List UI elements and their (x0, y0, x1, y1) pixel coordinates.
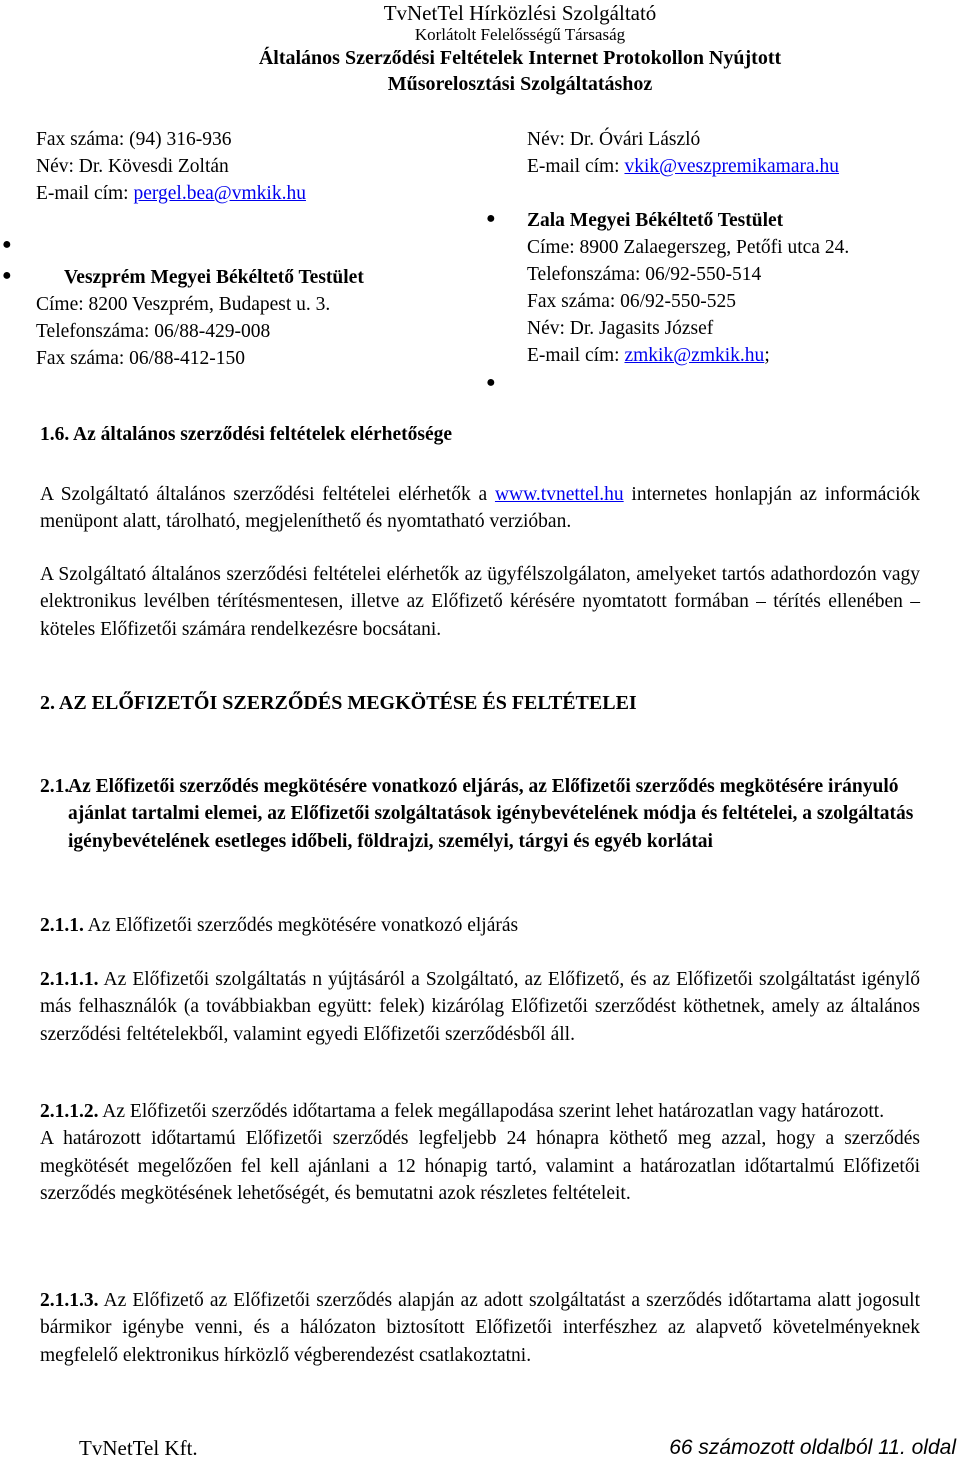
zala-email-line (527, 342, 849, 369)
section-2-1 (40, 773, 920, 855)
section-number: 2.1. (40, 776, 70, 797)
contact-name: Név: Dr. Kövesdi Zoltán (36, 156, 229, 177)
website-link[interactable]: www.tvnettel.hu (494, 484, 624, 505)
contact-name: Név: Dr. Óvári László (527, 129, 701, 150)
veszprem-fax: Fax száma: 06/88-412-150 (36, 348, 246, 369)
left-column (36, 126, 306, 207)
section-2-1-1-2-text: Az Előfizetői szerződés időtartama a felek megállapodása szerint lehet határozatlan vagy határozott. (98, 1101, 885, 1122)
header-company-name: TvNetTel Hírközlési Szolgáltató (383, 1, 657, 25)
section-number: 2.1.1.2. (40, 1101, 99, 1122)
email-label: E-mail cím: (527, 345, 625, 366)
section-2-1-1-3 (40, 1287, 920, 1369)
email-label: E-mail cím: (527, 156, 625, 177)
email-link[interactable]: pergel.bea@vmkik.hu (133, 183, 306, 204)
section-2-heading: 2. AZ ELŐFIZETŐI SZERZŐDÉS MEGKÖTÉSE ÉS FELTÉTELEI (40, 692, 637, 714)
footer-company: TvNetTel Kft. (79, 1436, 198, 1460)
zala-name: Név: Dr. Jagasits József (527, 318, 714, 339)
zala-title: Zala Megyei Békéltető Testület (527, 210, 784, 231)
footer-page-number: 66 számozott oldalból 11. oldal (669, 1436, 956, 1459)
header-title-line1: Általános Szerződési Feltételek Internet Protokollon Nyújtott (258, 47, 782, 69)
bullet-icon: ● (486, 210, 496, 227)
section-number: 2.1.1. (40, 915, 84, 936)
header-title-line2: Műsorelosztási Szolgáltatáshoz (387, 73, 653, 95)
email-suffix: ; (764, 345, 770, 366)
section-number: 2.1.1.3. (40, 1290, 99, 1311)
contact-fax: Fax száma: (94) 316-936 (36, 129, 232, 150)
text: A Szolgáltató általános szerződési feltételei elérhetők a (40, 484, 495, 505)
email-link[interactable]: zmkik@zmkik.hu (624, 345, 765, 366)
contact-email-line (36, 180, 306, 207)
zala-address: Címe: 8900 Zalaegerszeg, Petőfi utca 24. (527, 237, 850, 258)
section-2-1-1 (40, 912, 920, 939)
bullet-icon: ● (486, 374, 496, 391)
section-2-1-1-text: Az Előfizetői szerződés megkötésére vonatkozó eljárás (83, 915, 519, 936)
bullet-icon: ● (2, 236, 12, 253)
zala-fax: Fax száma: 06/92-550-525 (527, 291, 737, 312)
zala-board (527, 207, 849, 369)
section-2-1-1-2-paragraph-2: A határozott időtartamú Előfizetői szerződés legfeljebb 24 hónapra köthető meg azzal, hogy a szerződés megkötését megelőzően fel kell ajánlani a 12 hónapig tartó, valamint a határozatlan időtartalmú Előfizetői szerződés megkötésének lehetőségét, és bemutatni azok részletes feltételeit. (40, 1128, 920, 1205)
section-2-1-1-1-text: Az Előfizetői szolgáltatás n yújtásáról a Szolgáltató, az Előfizető, és az Előfizetői szolgáltatást igénylő más felhasználók (a továbbiakban együtt: felek) kizárólag Előfizetői szerződést köthetnek, amely az általános szerződési feltételekből, valamint egyedi Előfizetői szerződésből áll. (40, 969, 920, 1045)
text: internetes honlapján az információk menüpont alatt, tárolható, megjeleníthető és nyomtatható verzióban. (40, 484, 921, 533)
right-column (527, 126, 839, 180)
veszprem-title: Veszprém Megyei Békéltető Testület (64, 267, 364, 288)
section-2-1-1-1 (40, 966, 920, 1048)
contact-email-line (527, 153, 839, 180)
section-1-6-paragraph-1 (40, 481, 920, 536)
bullet-icon: ● (2, 267, 12, 284)
header-company-form: Korlátolt Felelősségű Társaság (414, 25, 626, 44)
veszprem-address: Címe: 8200 Veszprém, Budapest u. 3. (36, 294, 331, 315)
section-2-1-text: Az Előfizetői szerződés megkötésére vonatkozó eljárás, az Előfizetői szerződés megkötésére irányuló ajánlat tartalmi elemei, az Előfizetői szolgáltatások igénybevételének módja és feltételei, a szolgáltatás igénybevételének esetleges időbeli, földrajzi, személyi, tárgyi és egyéb korlátai (68, 776, 914, 852)
section-number: 2.1.1.1. (40, 969, 99, 990)
section-1-6-paragraph-2: A Szolgáltató általános szerződési feltételei elérhetők az ügyfélszolgálaton, amelyeket tartós adathordozón vagy elektronikus levélben térítésmentesen, illetve az Előfizető kérésére nyomtatott formában – térítés ellenében – köteles Előfizetői számára rendelkezésre bocsátani. (40, 564, 920, 640)
email-link[interactable]: vkik@veszpremikamara.hu (624, 156, 839, 177)
veszprem-board (36, 264, 364, 372)
veszprem-phone: Telefonszáma: 06/88-429-008 (36, 321, 271, 342)
section-2-1-1-2 (40, 1098, 920, 1208)
email-label: E-mail cím: (36, 183, 134, 204)
section-2-1-1-3-text: Az Előfizető az Előfizetői szerződés alapján az adott szolgáltatást a szerződés időtartama alatt jogosult bármikor igénybe venni, és a hálózaton biztosított Előfizetői interfészhez az alapvető követelményeknek megfelelő elektronikus hírközlő végberendezést csatlakoztatni. (40, 1290, 920, 1366)
zala-phone: Telefonszáma: 06/92-550-514 (527, 264, 762, 285)
section-1-6-heading: 1.6. Az általános szerződési feltételek elérhetősége (40, 424, 453, 445)
